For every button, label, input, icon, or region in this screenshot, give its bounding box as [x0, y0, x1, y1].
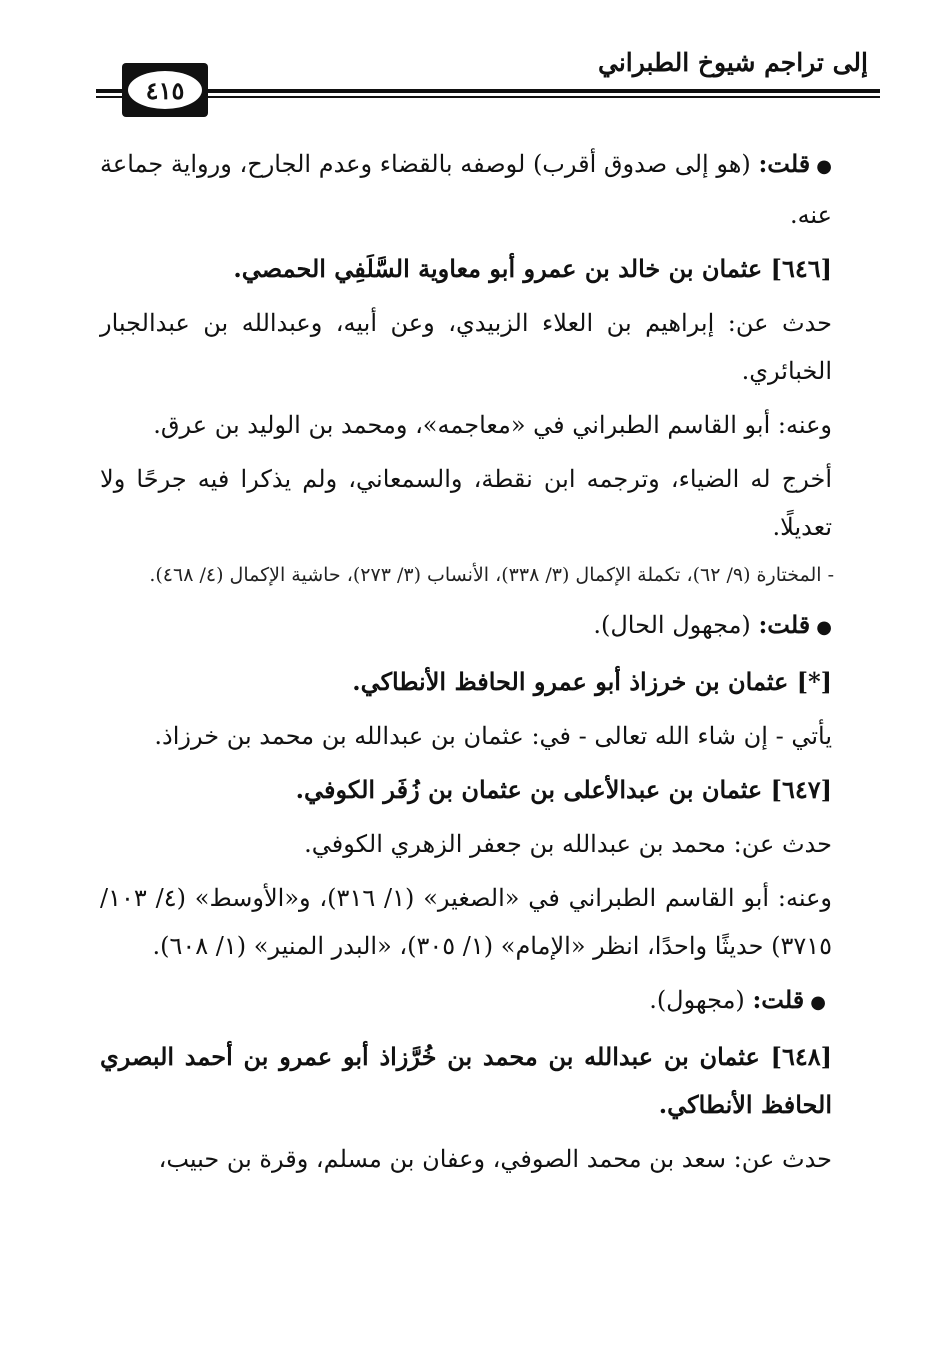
note-label: قلت:	[758, 610, 811, 639]
running-title: إلى تراجم شيوخ الطبراني	[598, 48, 868, 77]
bullet-icon: ●	[810, 992, 826, 1013]
page-number-box	[122, 63, 208, 117]
paragraph-narrated-from-646: حدث عن: إبراهيم بن العلاء الزبيدي، وعن أبيه، وعبدالله بن عبدالجبار الخبائري.	[100, 309, 832, 385]
entry-heading-648: [٦٤٨] عثمان بن عبدالله بن محمد بن خُرَّزاذ أبو عمرو بن أحمد البصري الحافظ الأنطاكي.	[100, 1042, 832, 1119]
paragraph-remarks-646: أخرج له الضياء، وترجمه ابن نقطة، والسمعاني، ولم يذكرا فيه جرحًا ولا تعديلًا.	[100, 465, 832, 541]
paragraph-note-1	[100, 140, 870, 239]
paragraph-note-2	[100, 601, 870, 652]
paragraph-narrated-from-647: حدث عن: محمد بن عبدالله بن جعفر الزهري الكوفي.	[304, 830, 832, 858]
header-rule-left-thin	[96, 96, 122, 98]
paragraph-narrators-646: وعنه: أبو القاسم الطبراني في «معاجمه»، ومحمد بن الوليد بن عرق.	[153, 411, 832, 439]
page-number: ٤١٥	[128, 71, 202, 109]
header-rule-left	[96, 89, 122, 93]
page-body	[100, 140, 870, 1189]
header-rule	[208, 89, 880, 93]
entry-heading-647: [٦٤٧] عثمان بن عبدالأعلى بن عثمان بن زُفَر الكوفي.	[295, 775, 832, 804]
paragraph-note-3	[100, 976, 870, 1027]
page-header	[90, 38, 880, 118]
note-text: (مجهول الحال).	[593, 611, 751, 639]
note-label: قلت:	[752, 985, 805, 1014]
header-rule-thin	[208, 96, 880, 98]
note-label: قلت:	[758, 149, 811, 178]
paragraph-narrated-from-648: حدث عن: سعد بن محمد الصوفي، وعفان بن مسلم، وقرة بن حبيب،	[158, 1145, 832, 1173]
bullet-icon: ●	[816, 617, 832, 638]
note-text: (مجهول).	[649, 986, 745, 1014]
entry-heading-646: [٦٤٦] عثمان بن خالد بن عمرو أبو معاوية السَّلَفِي الحمصي.	[233, 254, 832, 283]
paragraph-cross-reference: يأتي - إن شاء الله تعالى - في: عثمان بن عبدالله بن محمد بن خرزاذ.	[154, 722, 832, 750]
paragraph-narrators-647: وعنه: أبو القاسم الطبراني في «الصغير» (١/ ٣١٦)، و«الأوسط» (٤/ ١٠٣/ ٣٧١٥) حديثًا واحدًا، انظر «الإمام» (١/ ٣٠٥)، «البدر المنير» (١/ ٦٠٨).	[100, 884, 833, 960]
bullet-icon: ●	[816, 156, 832, 177]
entry-heading-star: [*] عثمان بن خرزاذ أبو عمرو الحافظ الأنطاكي.	[352, 667, 832, 696]
references-646: - المختارة (٩/ ٦٢)، تكملة الإكمال (٣/ ٣٣٨)، الأنساب (٣/ ٢٧٣)، حاشية الإكمال (٤/ ٤٦٨).	[149, 564, 834, 586]
note-text: (هو إلى صدوق أقرب) لوصفه بالقضاء وعدم الجارح، ورواية جماعة عنه.	[100, 150, 832, 229]
